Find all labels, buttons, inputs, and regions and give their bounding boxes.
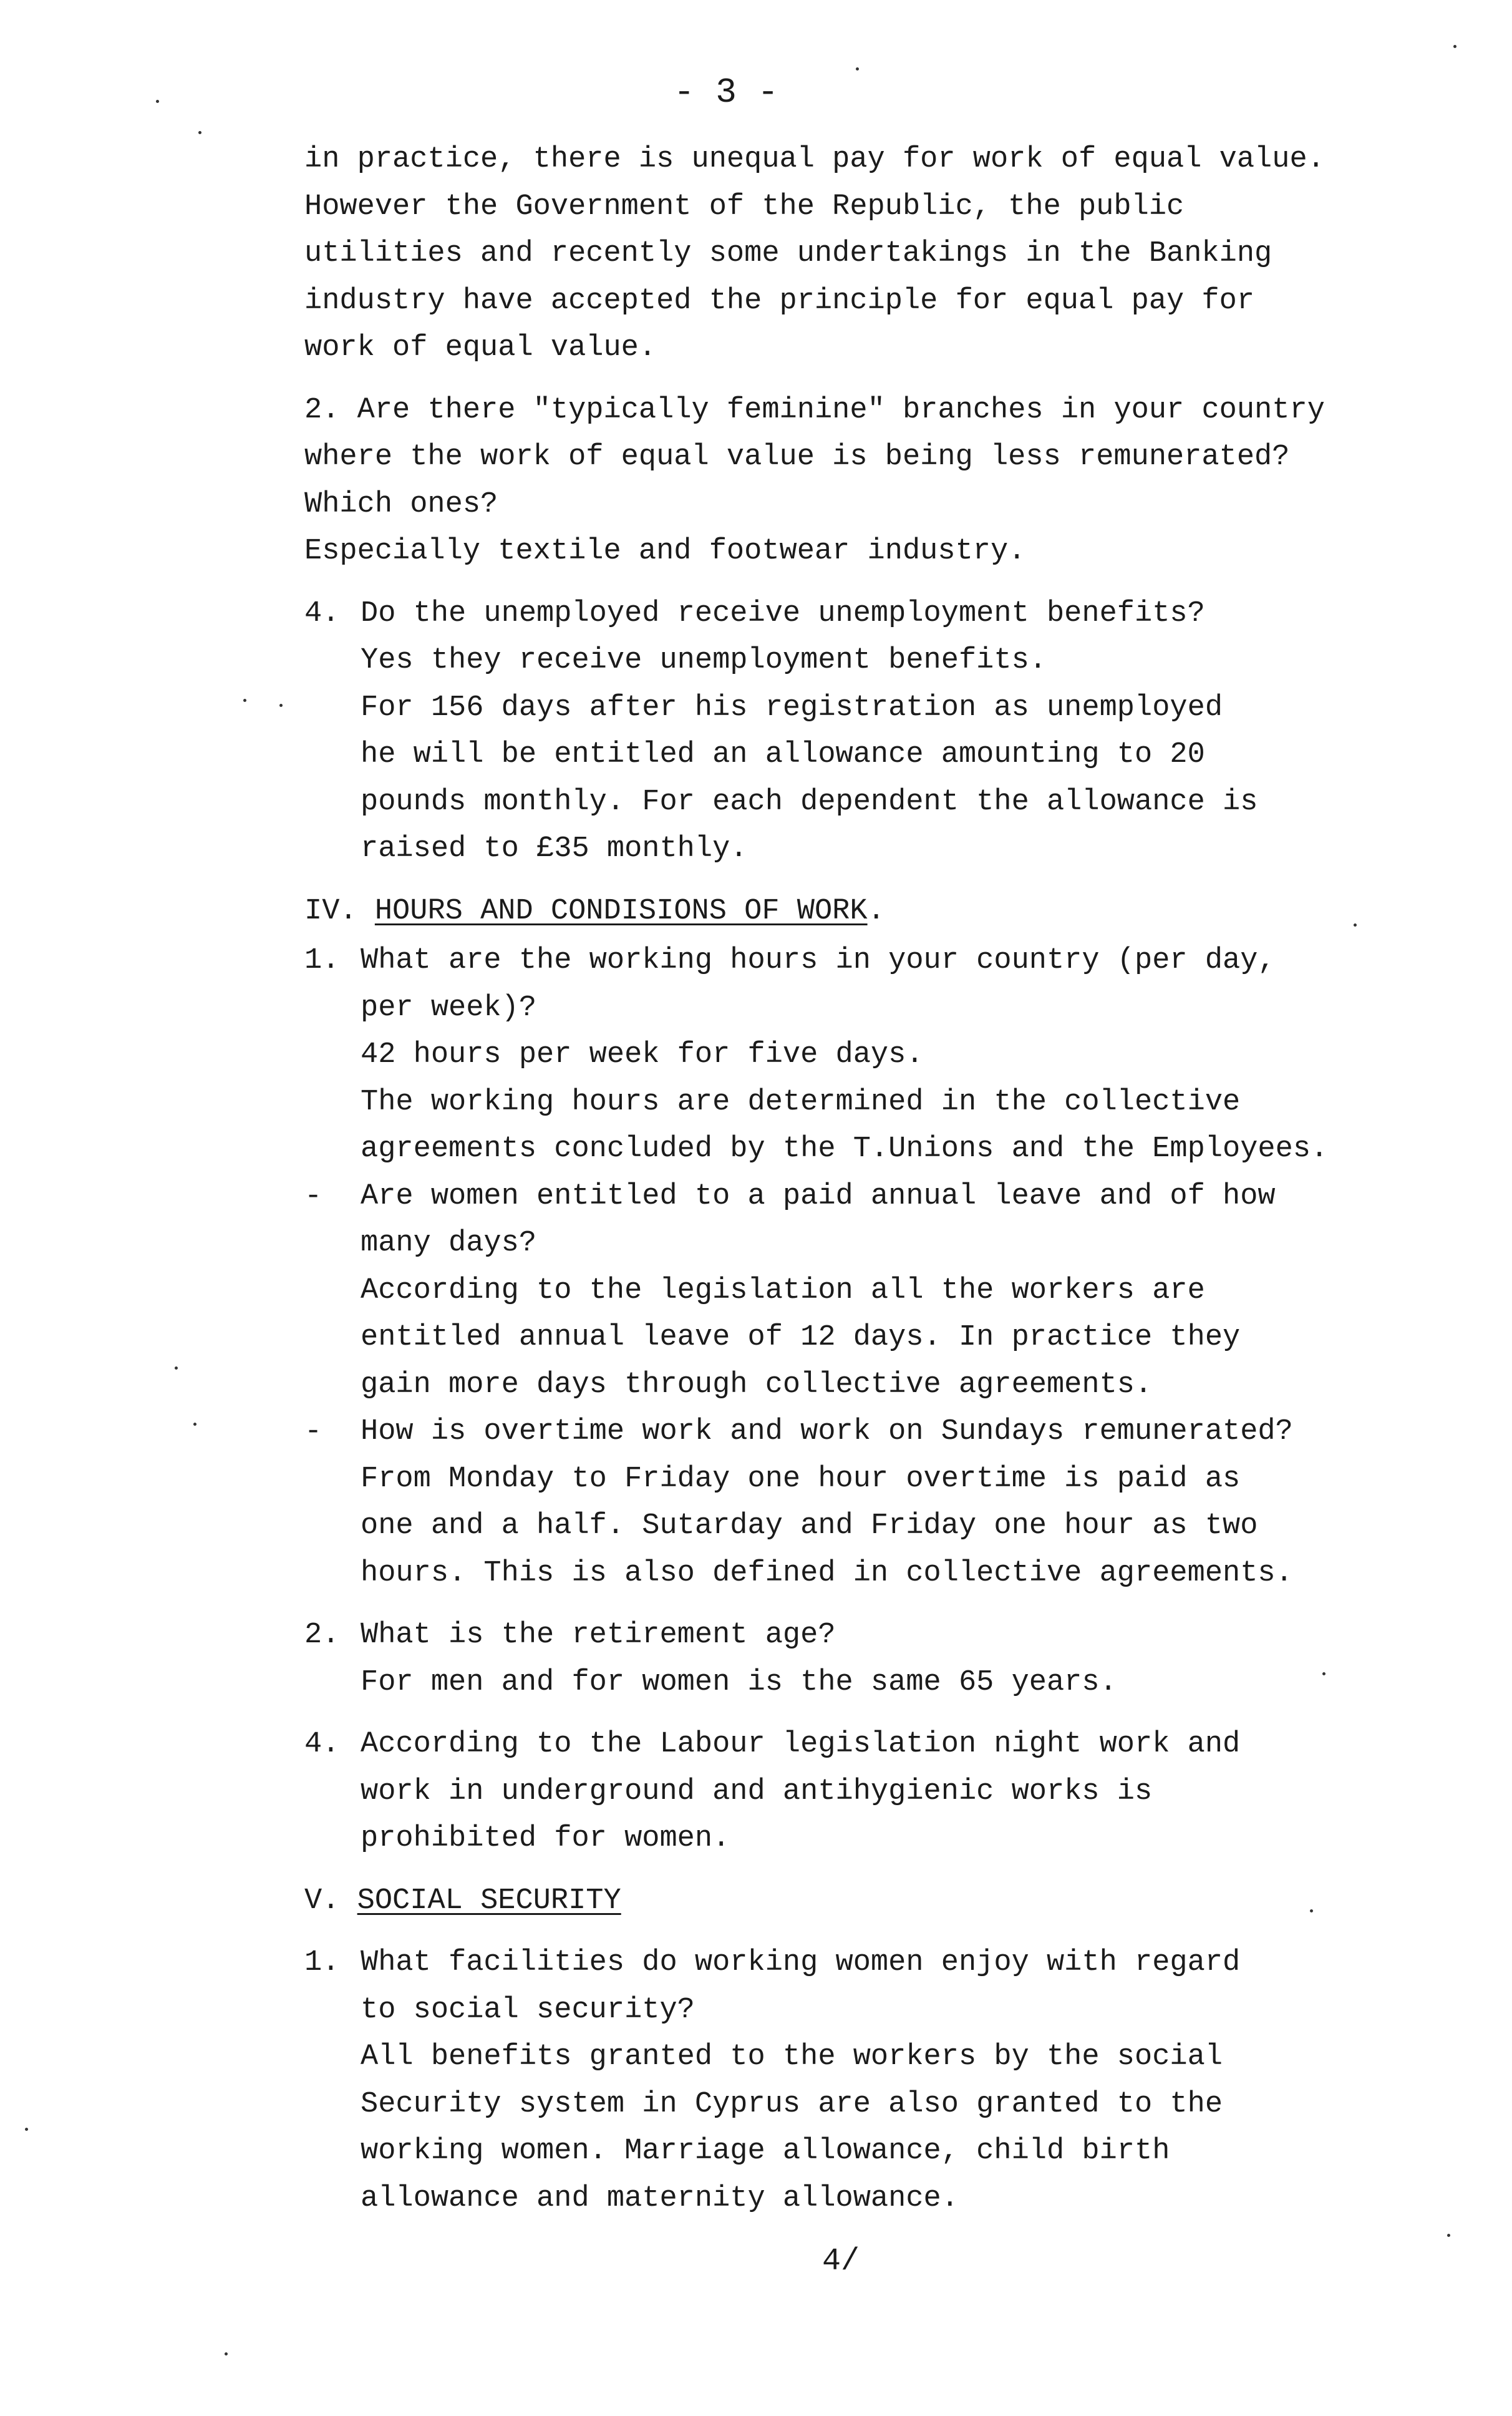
question-line: Which ones? <box>304 487 498 521</box>
text-line: Security system in Cyprus are also granted to the <box>361 2087 1223 2121</box>
question-line: where the work of equal value is being less remunerated? <box>304 441 1290 474</box>
answer-line: Especially textile and footwear industry. <box>304 535 1026 568</box>
heading-title: SOCIAL SECURITY <box>357 1884 621 1917</box>
page-number: - 3 - <box>674 72 779 112</box>
text-line: entitled annual leave of 12 days. In practice they <box>361 1321 1241 1354</box>
text-line: 42 hours per week for five days. <box>361 1038 924 1071</box>
scan-speck <box>1322 1672 1325 1675</box>
section-heading-iv <box>304 888 1477 935</box>
text-line: industry have accepted the principle for equal pay for <box>304 284 1255 318</box>
text-line: According to the Labour legislation night work and <box>361 1728 1241 1761</box>
intro-paragraph <box>304 136 1477 372</box>
scan-speck <box>225 2352 228 2355</box>
scan-speck <box>193 1423 196 1426</box>
text-line: What are the working hours in your country (per day, <box>361 944 1276 977</box>
scan-speck <box>1447 2234 1450 2237</box>
section-heading-v <box>304 1878 1477 1925</box>
item-marker: 1. <box>304 1946 340 1979</box>
continuation-marker: 4/ <box>822 2244 860 2279</box>
text-line: However the Government of the Republic, the public <box>304 190 1185 223</box>
text-line: Are women entitled to a paid annual leave and of how <box>361 1179 1276 1213</box>
item-marker: 4. <box>304 1728 340 1761</box>
text-line: gain more days through collective agreements. <box>361 1368 1153 1401</box>
scan-speck <box>25 2128 28 2131</box>
text-line: The working hours are determined in the collective <box>361 1085 1241 1119</box>
answer-line: raised to £35 monthly. <box>361 832 748 865</box>
iv-item-annual-leave <box>304 1173 1477 1409</box>
document-body <box>304 136 1477 2237</box>
text-line: agreements concluded by the T.Unions and the Employees. <box>361 1132 1329 1166</box>
item-marker: 1. <box>304 944 340 977</box>
iv-item-working-hours <box>304 937 1477 1173</box>
item-marker: 2. <box>304 393 340 427</box>
heading-trail: . <box>867 894 885 928</box>
text-line: to social security? <box>361 1993 695 2027</box>
scan-speck <box>279 704 283 707</box>
text-line: prohibited for women. <box>361 1822 730 1855</box>
scan-speck <box>198 131 201 134</box>
answer-line: Yes they receive unemployment benefits. <box>361 644 1047 677</box>
text-line: one and a half. Sutarday and Friday one hour as two <box>361 1509 1258 1542</box>
text-line: What is the retirement age? <box>361 1619 836 1652</box>
text-line: working women. Marriage allowance, child birth <box>361 2135 1170 2168</box>
text-line: many days? <box>361 1227 537 1260</box>
text-line: allowance and maternity allowance. <box>361 2181 959 2215</box>
question-block-feminine-branches <box>304 387 1477 575</box>
question-block-unemployment <box>304 590 1477 873</box>
item-marker: 2. <box>304 1619 340 1652</box>
heading-numeral: IV. <box>304 894 357 928</box>
scan-speck <box>243 699 246 702</box>
iv-item-retirement <box>304 1612 1477 1706</box>
iv-item-overtime <box>304 1408 1477 1597</box>
scan-speck <box>1453 45 1456 48</box>
text-line: According to the legislation all the workers are <box>361 1274 1205 1307</box>
item-marker: - <box>304 1179 322 1213</box>
text-line: per week)? <box>361 991 537 1025</box>
iv-item-night-work <box>304 1721 1477 1863</box>
text-line: in practice, there is unequal pay for work of equal value. <box>304 143 1325 176</box>
text-line: All benefits granted to the workers by the social <box>361 2040 1223 2073</box>
answer-line: he will be entitled an allowance amounting to 20 <box>361 738 1205 771</box>
text-line: work of equal value. <box>304 331 657 364</box>
scan-speck <box>856 67 859 71</box>
text-line: utilities and recently some undertakings in the Banking <box>304 237 1272 270</box>
text-line: From Monday to Friday one hour overtime is paid as <box>361 1462 1241 1496</box>
item-marker: - <box>304 1415 322 1448</box>
heading-title: HOURS AND CONDISIONS OF WORK <box>374 894 868 928</box>
v-item-social-security <box>304 1939 1477 2222</box>
scan-speck <box>1310 1909 1313 1912</box>
scan-speck <box>175 1366 178 1370</box>
item-marker: 4. <box>304 597 340 630</box>
text-line: hours. This is also defined in collective agreements. <box>361 1556 1293 1590</box>
scan-speck <box>1354 923 1357 927</box>
text-line: work in underground and antihygienic works is <box>361 1775 1153 1808</box>
text-line: What facilities do working women enjoy with regard <box>361 1946 1241 1979</box>
question-line: Do the unemployed receive unemployment benefits? <box>361 597 1205 630</box>
answer-line: pounds monthly. For each dependent the allowance is <box>361 785 1258 819</box>
question-line: Are there "typically feminine" branches in your country <box>357 393 1325 427</box>
scan-speck <box>156 100 159 103</box>
answer-line: For 156 days after his registration as unemployed <box>361 691 1223 724</box>
text-line: How is overtime work and work on Sundays remunerated? <box>361 1415 1293 1448</box>
heading-numeral: V. <box>304 1884 340 1917</box>
text-line: For men and for women is the same 65 years. <box>361 1665 1117 1699</box>
